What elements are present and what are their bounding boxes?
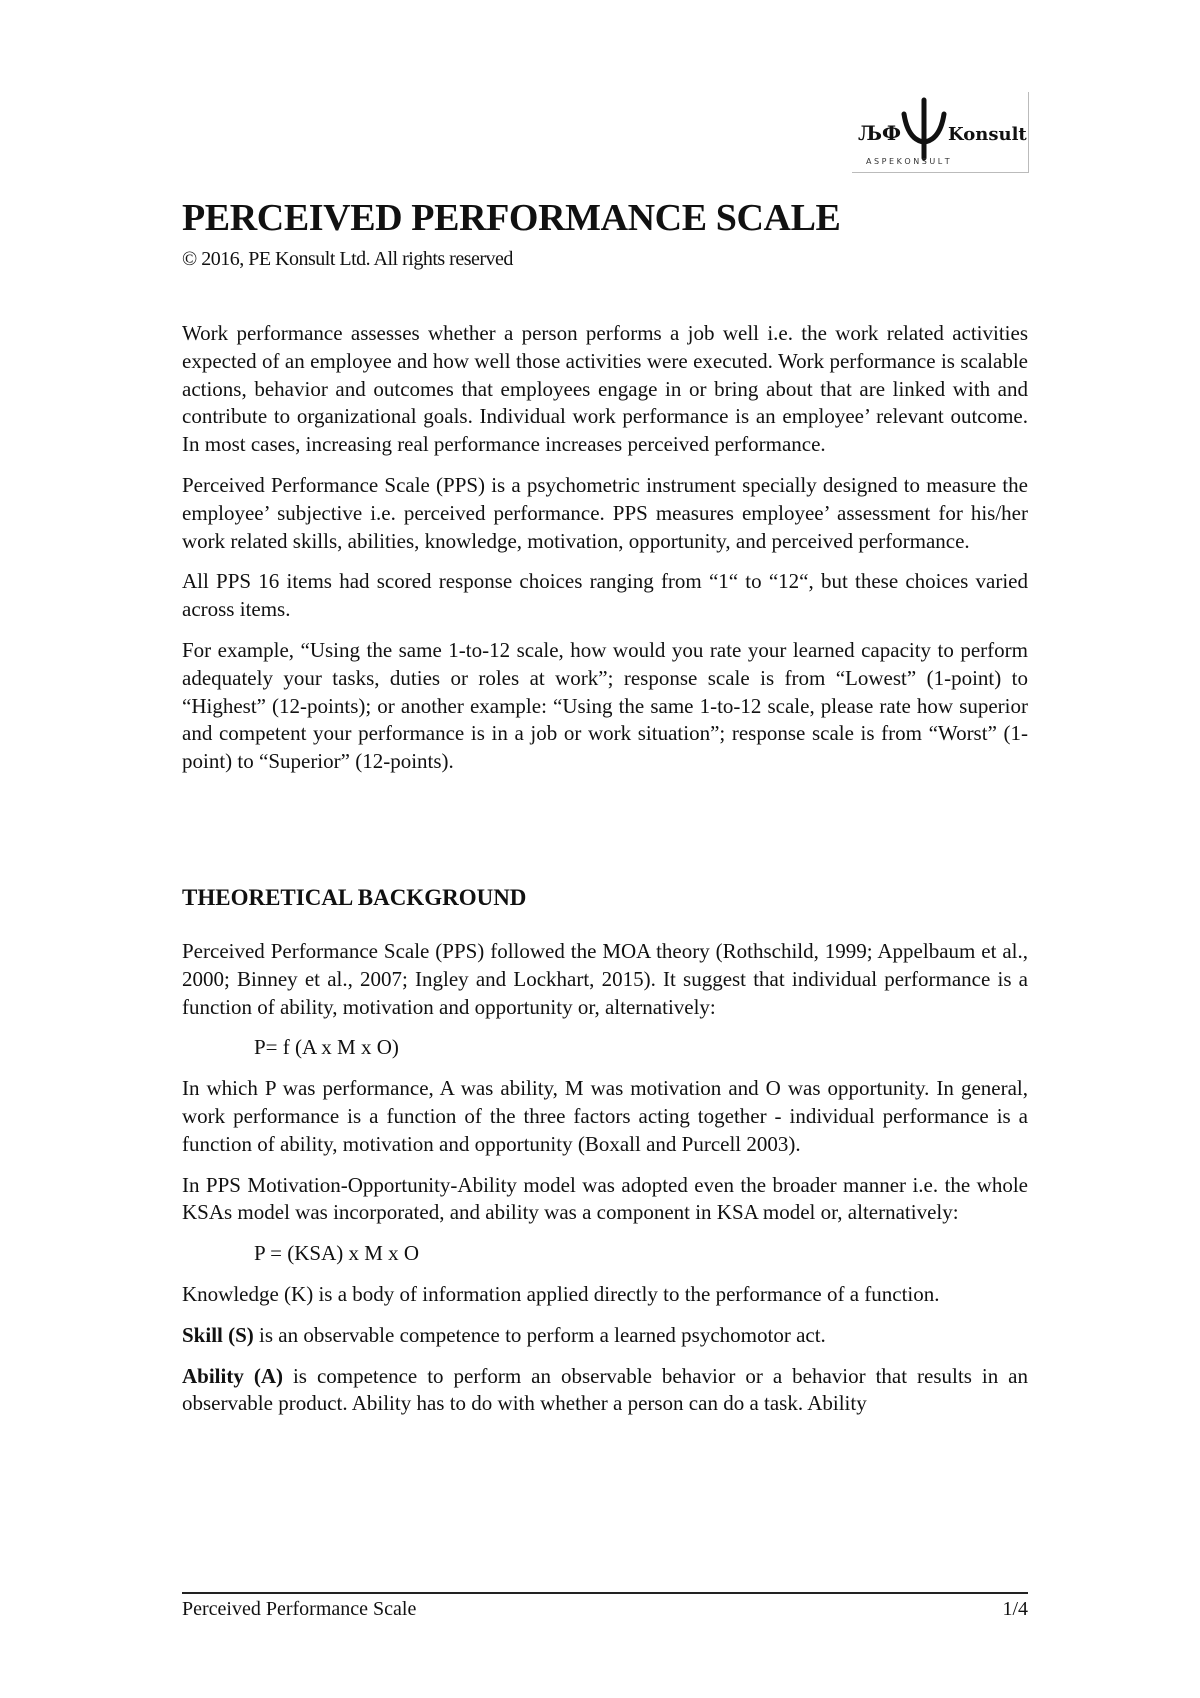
skill-text: is an observable competence to perform a learned psychomotor act. <box>253 1322 826 1347</box>
psi-icon <box>904 100 944 158</box>
theory-paragraph: Knowledge (K) is a body of information applied directly to the performance of a function. <box>182 1281 940 1306</box>
intro-paragraph: Perceived Performance Scale (PPS) is a psychometric instrument specially designed to measure the employee’ subjective i.e. perceived performance. PPS measures employee’ assessment for his/her work related skills, abilities, knowledge, motivation, opportunity, and perceived performance. <box>182 472 1028 553</box>
ability-definition <box>182 1363 1028 1419</box>
ability-term: Ability (A) <box>182 1363 283 1388</box>
theory-paragraph: In which P was performance, A was ability, M was motivation and O was opportunity. In general, work performance is a function of the three factors acting together - individual performance is a function of ability, motivation and opportunity (Boxall and Purcell 2003). <box>182 1076 1028 1156</box>
logo-left-mark: ЉФ <box>858 121 902 145</box>
company-logo <box>852 92 1029 173</box>
ability-text: is competence to perform an observable behavior or a behavior that results in an observable product. Ability has to do with whether a person can do a task. Ability <box>182 1363 1028 1416</box>
intro-paragraph: For example, “Using the same 1-to-12 scale, how would you rate your learned capacity to perform adequately your tasks, duties or roles at work”; response scale is from “Lowest” (1-point) to “Highest” (12-points); or another example: “Using the same 1-to-12 scale, please rate how superior and competent your performance is in a job or work situation”; response scale is from “Worst” (1-point) to “Superior” (12-points). <box>182 637 1028 774</box>
page-footer <box>182 1598 1028 1621</box>
formula: P = (KSA) x M x O <box>254 1241 420 1266</box>
footer-title: Perceived Performance Scale <box>182 1598 417 1620</box>
skill-term: Skill (S) <box>182 1322 254 1347</box>
section-heading: THEORETICAL BACKGROUND <box>182 885 527 910</box>
skill-definition <box>182 1322 1028 1350</box>
footer-divider <box>182 1592 1028 1594</box>
intro-paragraph: All PPS 16 items had scored response choices ranging from “1“ to “12“, but these choices varied across items. <box>182 569 1028 622</box>
intro-paragraph: Work performance assesses whether a person performs a job well i.e. the work related activities expected of an employee and how well those activities were executed. Work performance is scalable actions, behavior and outcomes that employees engage in or bring about that are linked with and contribute to organizational goals. Individual work performance is an employee’ relevant outcome. In most cases, increasing real performance increases perceived performance. <box>182 321 1028 457</box>
formula: P= f (A x M x O) <box>254 1035 399 1060</box>
page-number: 1/4 <box>1002 1598 1028 1620</box>
logo-subtitle: A S P E K O N S U L T <box>866 157 950 166</box>
theory-paragraph: In PPS Motivation-Opportunity-Ability model was adopted even the broader manner i.e. the whole KSAs model was incorporated, and ability was a component in KSA model or, alternatively: <box>182 1172 1028 1225</box>
theory-section <box>182 938 1028 1431</box>
page-title: PERCEIVED PERFORMANCE SCALE <box>182 197 841 239</box>
theory-paragraph: Perceived Performance Scale (PPS) followed the MOA theory (Rothschild, 1999; Appelbaum et al., 2000; Binney et al., 2007; Ingley and Lockhart, 2015). It suggest that individual performance is a function of ability, motivation and opportunity or, alternatively: <box>182 939 1028 1019</box>
copyright-notice: © 2016, PE Konsult Ltd. All rights reserved <box>182 248 513 270</box>
intro-section <box>182 320 1028 789</box>
logo-right-mark: Konsult <box>948 124 1027 145</box>
